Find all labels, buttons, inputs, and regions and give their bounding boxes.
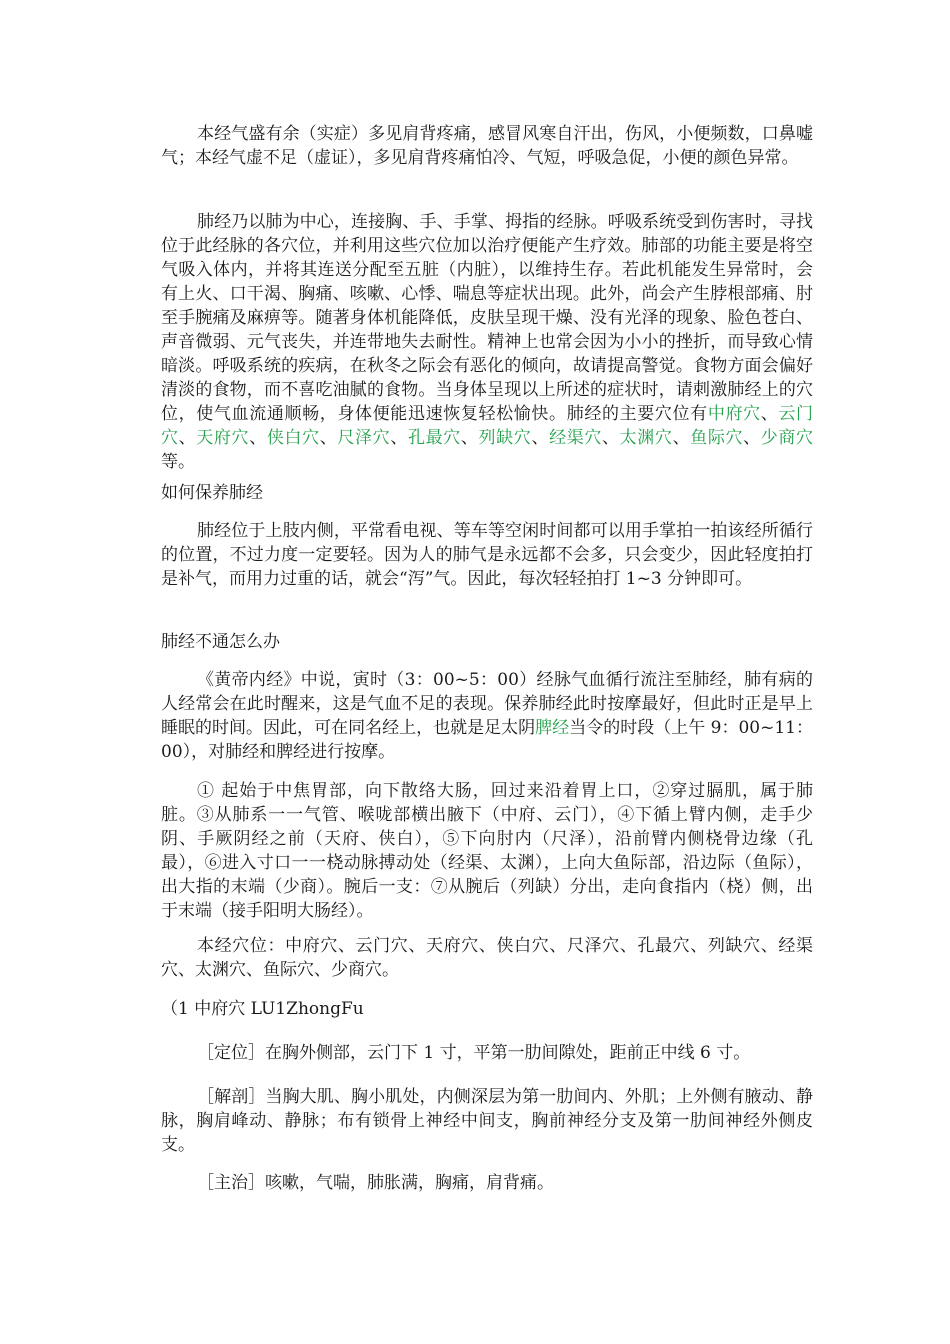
paragraph-huangdi-tail: 当令的时段（上午 9：00~11：00），对肺经和脾经进行按摩。 [161,718,814,762]
paragraph-huangdi-neijing [161,668,813,764]
paragraph-acupoint-list: 本经穴位：中府穴、云门穴、天府穴、侠白穴、尺泽穴、孔最穴、列缺穴、经渠穴、太渊穴、鱼际穴、少商穴。 [161,936,813,980]
acupoint-link-tianfu[interactable]: 天府穴 [196,428,250,448]
separator: 、 [531,428,550,448]
paragraph-excess-deficiency: 本经气盛有余（实症）多见肩背疼痛，感冒风寒自汗出，伤风，小便频数，口鼻嘘气；本经气虚不足（虚证），多见肩背疼痛怕冷、气短，呼吸急促，小便的颜色异常。 [161,124,813,168]
acupoint-link-zhongfu[interactable]: 中府穴 [707,404,761,424]
separator: 、 [460,428,479,448]
paragraph-intro-text: 肺经乃以肺为中心，连接胸、手、手掌、拇指的经脉。呼吸系统受到伤害时，寻找位于此经脉的各穴位，并利用这些穴位加以治疗便能产生疗效。肺部的功能主要是将空气吸入体内，并将其连送分配至五脏（内脏），以维持生存。若此机能发生异常时，会有上火、口干渴、胸痛、咳嗽、心悸、喘息等症状出现。此外，尚会产生脖根部痛、肘至手腕痛及麻痹等。随著身体机能降低，皮肤呈现干燥、没有光泽的现象、脸色苍白、声音微弱、元气丧失，并连带地失去耐性。精神上也常会因为小小的挫折，而导致心情暗淡。呼吸系统的疾病，在秋冬之际会有恶化的倾向，故请提高警觉。食物方面会偏好清淡的食物，而不喜吃油腻的食物。当身体呈现以上所述的症状时，请刺激肺经上的穴位，使气血流通顺畅，身体便能迅速恢复轻松愉快。肺经的主要穴位有 [161,212,813,424]
paragraph-huangdi-text: 《黄帝内经》中说，寅时（3：00~5：00）经脉气血循行流注至肺经，肺有病的人经常会在此时醒来，这是气血不足的表现。保养肺经此时按摩最好，但此时正是早上睡眠的时间。因此，可在同名经上，也就是足太阴 [161,670,813,738]
paragraph-location: ［定位］在胸外侧部，云门下 1 寸，平第一肋间隙处，距前正中线 6 寸。 [197,1043,751,1063]
acupoint-link-chize[interactable]: 尺泽穴 [337,428,391,448]
paragraph-intro-tail: 等。 [161,452,195,472]
separator: 、 [743,428,761,448]
acupoint-heading-zhongfu: （1 中府穴 LU1ZhongFu [161,999,364,1019]
acupoint-link-lieque[interactable]: 列缺穴 [478,428,532,448]
paragraph-maintain-lung: 肺经位于上肢内侧，平常看电视、等车等空闲时间都可以用手掌拍一拍该经所循行的位置，不过力度一定要轻。因为人的肺气是永远都不会多，只会变少，因此轻度拍打是补气，而用力过重的话，就会“泻”气。因此，每次轻轻拍打 1~3 分钟即可。 [161,521,813,589]
separator: 、 [249,428,267,448]
paragraph-indications: ［主治］咳嗽，气喘，肺胀满，胸痛，肩背痛。 [197,1173,554,1193]
separator: 、 [319,428,338,448]
acupoint-link-kongzui[interactable]: 孔最穴 [407,428,461,448]
paragraph-meridian-pathway: ① 起始于中焦胃部，向下散络大肠，回过来沿着胃上口，②穿过膈肌，属于肺脏。③从肺系一一气管、喉咙部横出腋下（中府、云门），④下循上臂内侧，走手少阴、手厥阴经之前（天府、侠白），⑤下向肘内（尺泽），沿前臂内侧桡骨边缘（孔最），⑥进入寸口一一桡动脉搏动处（经渠、太渊），上向大鱼际部，沿边际（鱼际），出大指的末端（少商）。腕后一支：⑦从腕后（列缺）分出，走向食指内（桡）侧，出于末端（接手阳明大肠经）。 [161,781,813,921]
section-heading-maintain: 如何保养肺经 [161,483,263,503]
paragraph-lung-meridian-intro [161,210,813,474]
spleen-meridian-link[interactable]: 脾经 [535,718,570,738]
separator: 、 [178,428,197,448]
separator: 、 [672,428,691,448]
section-heading-blocked: 肺经不通怎么办 [161,632,280,652]
separator: 、 [602,428,620,448]
acupoint-link-yunmen[interactable]: 云门穴 [161,404,814,448]
acupoint-link-taiyuan[interactable]: 太渊穴 [619,428,673,448]
separator: 、 [390,428,408,448]
acupoint-link-shaoshang[interactable]: 少商穴 [760,428,814,448]
separator: 、 [760,404,779,424]
acupoint-link-xiabai[interactable]: 侠白穴 [266,428,320,448]
paragraph-anatomy: ［解剖］当胸大肌、胸小肌处，内侧深层为第一肋间内、外肌；上外侧有腋动、静脉，胸肩峰动、静脉；布有锁骨上神经中间支，胸前神经分支及第一肋间神经外侧皮支。 [161,1087,813,1155]
acupoint-link-yuji[interactable]: 鱼际穴 [690,428,744,448]
acupoint-link-jingqu[interactable]: 经渠穴 [549,428,603,448]
